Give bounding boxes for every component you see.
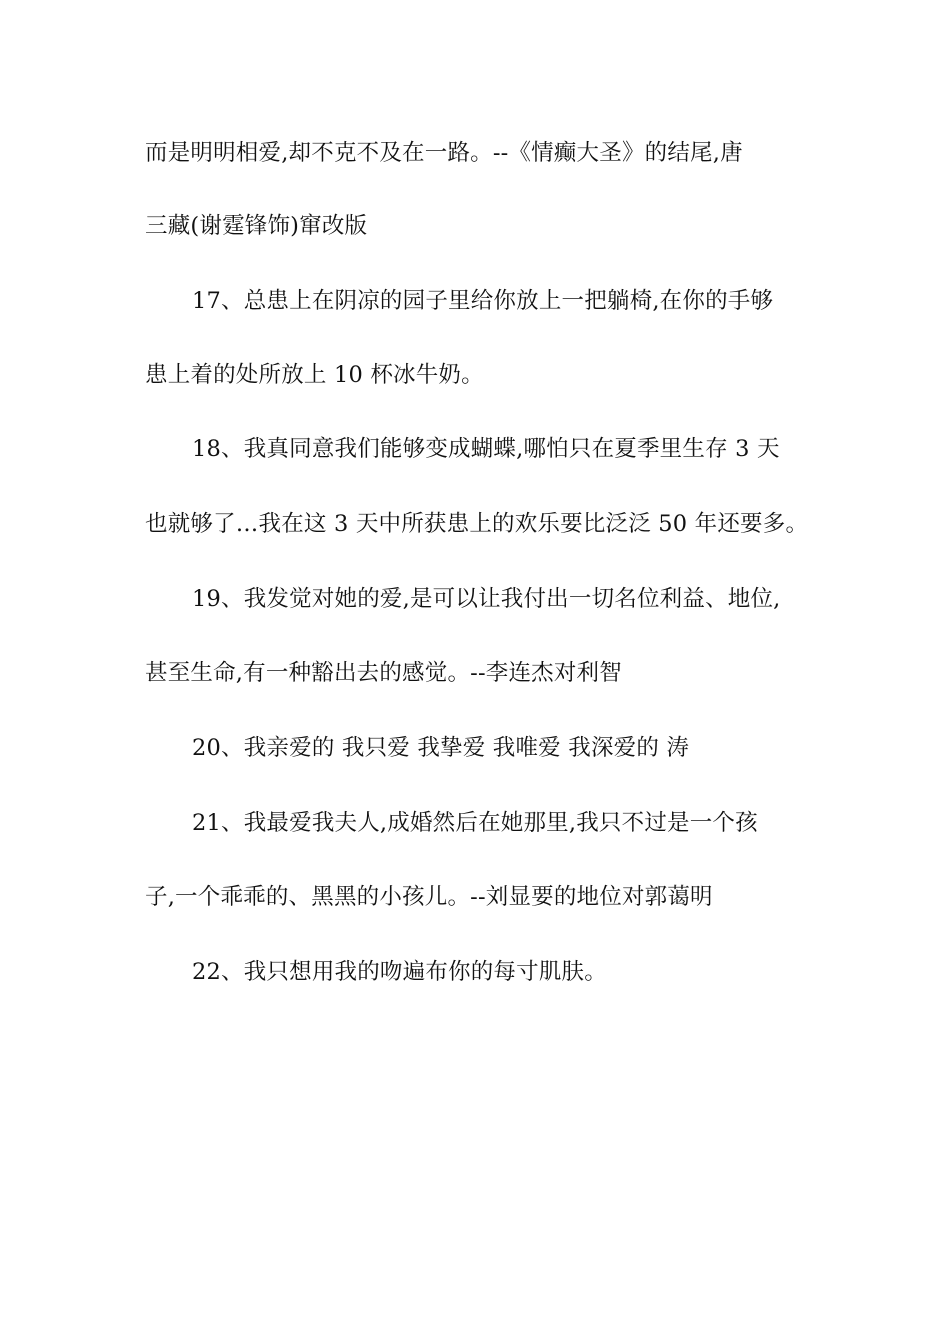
text-line-3: 17、总患上在阴凉的园子里给你放上一把躺椅,在你的手够 <box>192 288 774 314</box>
text-line-9: 20、我亲爱的 我只爱 我挚爱 我唯爱 我深爱的 涛 <box>192 735 690 761</box>
text-line-10: 21、我最爱我夫人,成婚然后在她那里,我只不过是一个孩 <box>192 810 758 836</box>
text-line-7: 19、我发觉对她的爱,是可以让我付出一切名位利益、地位, <box>192 586 781 612</box>
text-line-4: 患上着的处所放上 10 杯冰牛奶。 <box>145 362 484 388</box>
text-line-6: 也就够了…我在这 3 天中所获患上的欢乐要比泛泛 50 年还要多。 <box>145 511 809 537</box>
text-line-12: 22、我只想用我的吻遍布你的每寸肌肤。 <box>192 959 607 985</box>
text-line-2: 三藏(谢霆锋饰)窜改版 <box>145 213 368 239</box>
text-line-5: 18、我真同意我们能够变成蝴蝶,哪怕只在夏季里生存 3 天 <box>192 436 780 462</box>
text-line-1: 而是明明相爱,却不克不及在一路。--《情癫大圣》的结尾,唐 <box>145 140 743 166</box>
text-line-11: 子,一个乖乖的、黑黑的小孩儿。--刘显要的地位对郭蔼明 <box>145 884 713 910</box>
text-line-8: 甚至生命,有一种豁出去的感觉。--李连杰对利智 <box>145 660 622 686</box>
